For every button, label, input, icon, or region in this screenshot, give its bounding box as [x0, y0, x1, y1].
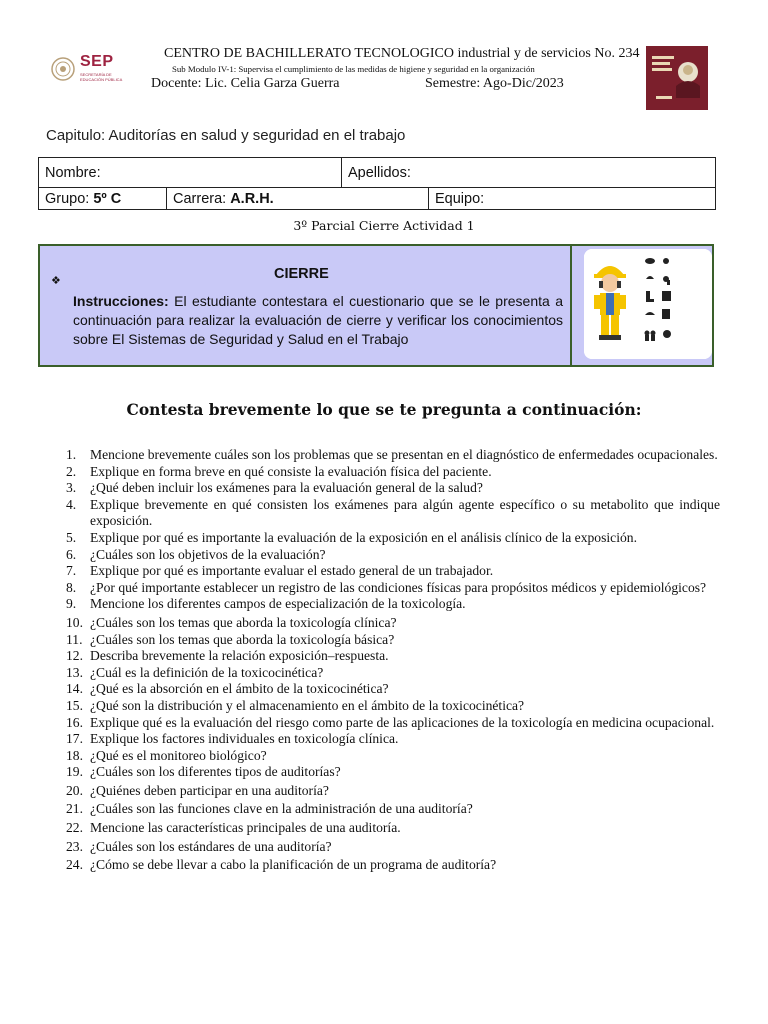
question-number: 5. [66, 529, 77, 545]
question-text: Explique en forma breve en qué consiste la evaluación física del paciente. [90, 463, 492, 479]
equipo-field[interactable] [428, 187, 716, 210]
sep-logo-subtext: SECRETARÍA DE EDUCACIÓN PÚBLICA [80, 72, 123, 82]
question-number: 12. [66, 648, 83, 664]
question-item [66, 857, 720, 874]
question-item [66, 839, 720, 856]
box-divider [570, 246, 572, 365]
question-number: 15. [66, 697, 83, 713]
question-text: ¿Cuáles son los diferentes tipos de auditorías? [90, 764, 341, 780]
question-text: ¿Por qué importante establecer un registro de las condiciones físicas para propósitos médicos y epidemiológicos? [90, 579, 707, 595]
questions-list [66, 447, 720, 874]
question-item [66, 698, 720, 715]
question-text: ¿Qué es la absorción en el ámbito de la toxicocinética? [90, 681, 389, 697]
question-item [66, 547, 720, 564]
question-text: ¿Cuáles son los objetivos de la evaluación? [90, 546, 326, 562]
question-text: ¿Cuáles son los temas que aborda la toxicología básica? [90, 631, 395, 647]
question-item [66, 783, 720, 800]
question-number: 18. [66, 747, 83, 763]
question-item [66, 665, 720, 682]
sep-emblem-icon [50, 56, 76, 82]
question-item [66, 497, 720, 530]
question-text: ¿Cómo se debe llevar a cabo la planificación de un programa de auditoría? [90, 857, 497, 873]
teacher-name: Docente: Lic. Celia Garza Guerra [151, 76, 340, 91]
sep-logo [50, 52, 130, 90]
question-item [66, 715, 720, 732]
question-item [66, 530, 720, 547]
question-item [66, 615, 720, 632]
question-text: Mencione las características principales de una auditoría. [90, 820, 401, 836]
question-text: ¿Cuáles son las funciones clave en la administración de una auditoría? [90, 801, 473, 817]
carrera-label: Carrera: [173, 190, 227, 207]
school-title: CENTRO DE BACHILLERATO TECNOLOGICO industrial y de servicios No. 234 [164, 46, 640, 61]
question-item [66, 731, 720, 748]
question-number: 11. [66, 631, 83, 647]
instructions-body: El estudiante contestara el cuestionario que se le presenta a continuación para realizar la evaluación de cierre y verificar los conocimientos sobre El Sistemas de Seguridad y Salud en el Trabajo [73, 293, 563, 347]
question-number: 3. [66, 480, 77, 496]
question-text: Explique qué es la evaluación del riesgo como parte de las aplicaciones de la toxicología en medicina ocupacional. [90, 714, 715, 730]
apellidos-field[interactable] [341, 157, 716, 188]
grupo-value: 5º C [93, 190, 122, 207]
sep-logo-text: SEP [80, 53, 114, 70]
safety-equipment-illustration [584, 249, 712, 359]
question-item [66, 764, 720, 781]
question-text: ¿Qué son la distribución y el almacenamiento en el ámbito de la toxicocinética? [90, 697, 525, 713]
safety-worker-icon [584, 249, 712, 359]
question-item [66, 632, 720, 649]
school-logo [646, 46, 708, 110]
question-text: Explique brevemente en qué consisten los exámenes para algún agente específico o su metabolito que indique exposición. [90, 496, 720, 529]
questions-heading: Contesta brevemente lo que se te pregunta a continuación: [126, 400, 642, 419]
question-item [66, 580, 720, 597]
question-text: Describa brevemente la relación exposición–respuesta. [90, 648, 389, 664]
activity-title: 3º Parcial Cierre Actividad 1 [293, 218, 475, 233]
semester: Semestre: Ago-Dic/2023 [425, 76, 564, 91]
question-number: 16. [66, 714, 83, 730]
question-number: 13. [66, 664, 83, 680]
question-number: 17. [66, 731, 83, 747]
question-number: 8. [66, 579, 77, 595]
question-text: ¿Cuáles son los estándares de una auditoría? [90, 838, 332, 854]
question-number: 6. [66, 546, 77, 562]
question-number: 22. [66, 820, 83, 836]
question-text: ¿Cuál es la definición de la toxicocinética? [90, 664, 324, 680]
question-number: 23. [66, 838, 83, 854]
question-item [66, 563, 720, 580]
instructions-text [73, 292, 563, 349]
question-text: Explique por qué es importante evaluar el estado general de un trabajador. [90, 563, 494, 579]
question-number: 4. [66, 496, 77, 512]
question-item [66, 480, 720, 497]
question-item [66, 748, 720, 765]
grupo-field[interactable] [38, 187, 167, 210]
chapter-title: Capitulo: Auditorías en salud y seguridad en el trabajo [46, 127, 406, 144]
question-text: ¿Qué es el monitoreo biológico? [90, 747, 267, 763]
question-number: 2. [66, 463, 77, 479]
question-number: 20. [66, 782, 83, 798]
question-text: Mencione brevemente cuáles son los problemas que se presentan en el diagnóstico de enfermedades ocupacionales. [90, 447, 718, 462]
question-number: 9. [66, 596, 77, 612]
question-item [66, 648, 720, 665]
nombre-label: Nombre: [45, 164, 101, 181]
question-number: 21. [66, 801, 83, 817]
question-item [66, 596, 720, 613]
question-number: 19. [66, 764, 83, 780]
cierre-title: CIERRE [274, 266, 329, 282]
question-item [66, 447, 720, 464]
equipo-label: Equipo: [435, 190, 485, 207]
diamond-bullet-icon: ❖ [51, 274, 61, 287]
carrera-value: A.R.H. [230, 190, 274, 207]
question-number: 1. [66, 447, 77, 462]
question-text: Explique por qué es importante la evaluación de la exposición en el análisis clínico de la exposición. [90, 529, 637, 545]
school-logo-graphic [646, 46, 708, 110]
question-text: ¿Quiénes deben participar en una auditoría? [90, 782, 329, 798]
question-text: ¿Qué deben incluir los exámenes para la evaluación general de la salud? [90, 480, 483, 496]
question-text: ¿Cuáles son los temas que aborda la toxicología clínica? [90, 614, 397, 630]
question-number: 7. [66, 563, 77, 579]
question-item [66, 681, 720, 698]
carrera-field[interactable] [166, 187, 429, 210]
nombre-field[interactable] [38, 157, 342, 188]
question-item [66, 820, 720, 837]
question-item [66, 464, 720, 481]
question-number: 10. [66, 614, 83, 630]
submodule-title: Sub Modulo IV-1: Supervisa el cumplimiento de las medidas de higiene y seguridad en la organización [172, 64, 535, 74]
question-text: Explique los factores individuales en toxicología clínica. [90, 731, 399, 747]
instructions-label: Instrucciones: [73, 293, 169, 309]
question-number: 24. [66, 857, 83, 873]
instructions-box [38, 244, 714, 367]
question-number: 14. [66, 681, 83, 697]
question-item [66, 801, 720, 818]
apellidos-label: Apellidos: [348, 164, 411, 181]
grupo-label: Grupo: [45, 190, 90, 207]
question-text: Mencione los diferentes campos de especialización de la toxicología. [90, 596, 466, 612]
